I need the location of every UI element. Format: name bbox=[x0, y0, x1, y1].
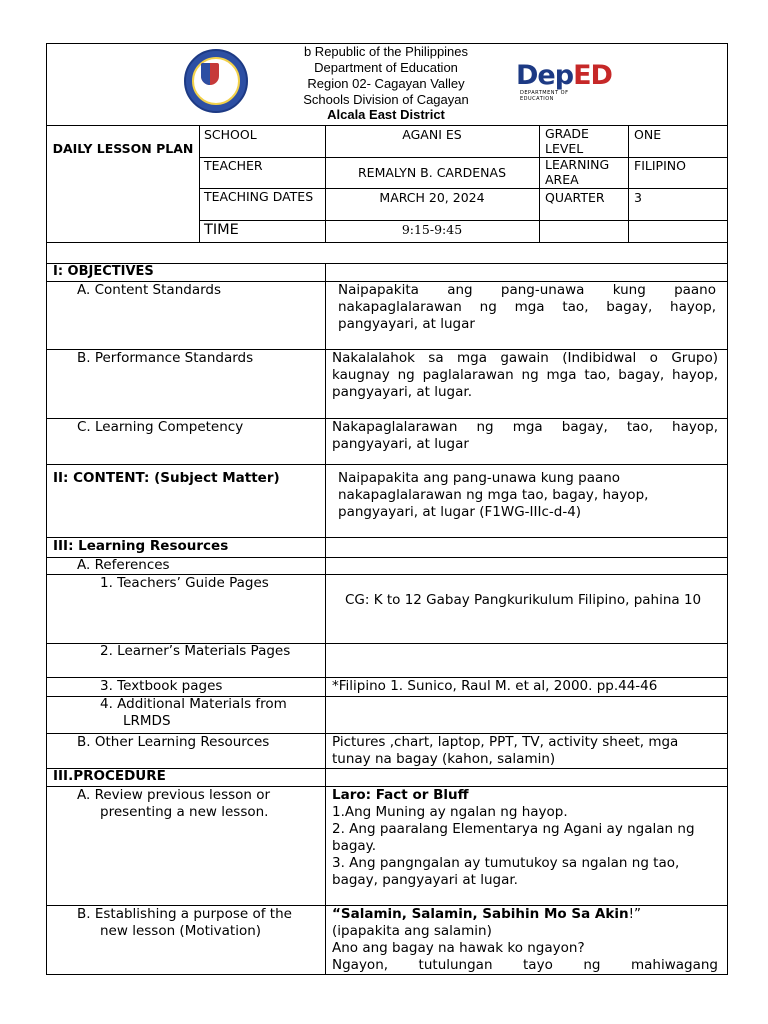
textbook-pages-text: *Filipino 1. Sunico, Raul M. et al, 2000. pp.44-46 bbox=[332, 678, 658, 694]
teacher-value: REMALYN B. CARDENAS bbox=[357, 165, 507, 180]
review-title: Laro: Fact or Bluff bbox=[332, 787, 469, 803]
additional-materials-label: 4. Additional Materials from LRMDS bbox=[100, 696, 287, 729]
daily-lesson-plan-title: DAILY LESSON PLAN bbox=[52, 141, 194, 156]
performance-standards-label: B. Performance Standards bbox=[77, 350, 254, 366]
learning-area-value: FILIPINO bbox=[634, 158, 686, 173]
content-heading: II: CONTENT: (Subject Matter) bbox=[53, 470, 280, 486]
learning-competency-text: Nakapaglalarawan ng mga bagay, tao, hayop, pangyayari, at lugar bbox=[332, 419, 718, 452]
content-text: Naipapakita ang pang-unawa kung paano nakapaglalarawan ng mga tao, bagay, hayop, pangyayari, at lugar (F1WG-IIIc-d-4) bbox=[338, 470, 649, 520]
header-line-4: Schools Division of Cagayan bbox=[303, 92, 469, 107]
procedure-heading: III.PROCEDURE bbox=[53, 768, 166, 784]
purpose-line-2: Ano ang bagay na hawak ko ngayon? bbox=[332, 940, 585, 956]
school-value: AGANI ES bbox=[402, 127, 462, 142]
deped-seal-icon bbox=[184, 49, 248, 113]
quarter-label: QUARTER bbox=[545, 190, 605, 205]
references-label: A. References bbox=[77, 557, 170, 573]
learning-competency-label: C. Learning Competency bbox=[77, 419, 244, 435]
purpose-label: B. Establishing a purpose of the new lesson (Motivation) bbox=[77, 906, 292, 939]
objectives-heading: I: OBJECTIVES bbox=[53, 264, 154, 279]
teachers-guide-label: 1. Teachers’ Guide Pages bbox=[100, 575, 269, 591]
learners-materials-label: 2. Learner’s Materials Pages bbox=[100, 643, 291, 659]
header-line-1: b Republic of the Philippines bbox=[303, 44, 469, 59]
deped-logo-sub: DEPARTMENT OF EDUCATION bbox=[520, 90, 569, 102]
review-item-1: 1.Ang Muning ay ngalan ng hayop. bbox=[332, 804, 568, 820]
header-district: Alcala East District bbox=[327, 107, 445, 122]
deped-logo bbox=[516, 60, 612, 102]
purpose-line-3: Ngayon, tutulungan tayo ng mahiwagang bbox=[332, 957, 718, 973]
content-standards-text: Naipapakita ang pang-unawa kung paano nakapaglalarawan ng mga tao, bagay, hayop, pangyayari, at lugar bbox=[338, 282, 716, 332]
review-label: A. Review previous lesson or presenting a new lesson. bbox=[77, 787, 271, 820]
teaching-dates-value: MARCH 20, 2024 bbox=[379, 190, 485, 205]
learning-area-label: LEARNING AREA bbox=[545, 157, 610, 187]
review-item-3: 3. Ang pangngalan ay tumutukoy sa ngalan ng tao, bagay, pangyayari at lugar. bbox=[332, 855, 680, 888]
textbook-pages-label: 3. Textbook pages bbox=[100, 678, 223, 694]
purpose-title: “Salamin, Salamin, Sabihin Mo Sa Akin!” bbox=[332, 906, 641, 922]
review-item-2: 2. Ang paaralang Elementarya ng Agani ay ngalan ng bagay. bbox=[332, 821, 695, 854]
other-resources-label: B. Other Learning Resources bbox=[77, 734, 270, 750]
content-standards-label: A. Content Standards bbox=[77, 282, 222, 298]
performance-standards-text: Nakalalahok sa mga gawain (Indibidwal o Grupo) kaugnay ng paglalarawan ng mga tao, bagay, hayop, pangyayari, at lugar. bbox=[332, 350, 718, 400]
header-line-2: Department of Education bbox=[314, 60, 458, 75]
time-label: TIME bbox=[204, 222, 239, 238]
header-line-3: Region 02- Cagayan Valley bbox=[307, 76, 465, 91]
deped-logo-text: DepED bbox=[516, 60, 612, 91]
quarter-value: 3 bbox=[634, 190, 642, 205]
school-label: SCHOOL bbox=[204, 127, 257, 142]
grade-level-label: GRADE LEVEL bbox=[545, 126, 589, 156]
other-resources-text: Pictures ,chart, laptop, PPT, TV, activity sheet, mga tunay na bagay (kahon, salamin) bbox=[332, 734, 679, 767]
purpose-line-1: (ipapakita ang salamin) bbox=[332, 923, 492, 939]
grade-level-value: ONE bbox=[634, 127, 662, 142]
learning-resources-heading: III: Learning Resources bbox=[53, 538, 229, 554]
time-value: 9:15-9:45 bbox=[401, 222, 463, 237]
teacher-label: TEACHER bbox=[204, 158, 263, 173]
teaching-dates-label: TEACHING DATES bbox=[204, 189, 314, 204]
teachers-guide-text: CG: K to 12 Gabay Pangkurikulum Filipino, pahina 10 bbox=[345, 592, 702, 608]
